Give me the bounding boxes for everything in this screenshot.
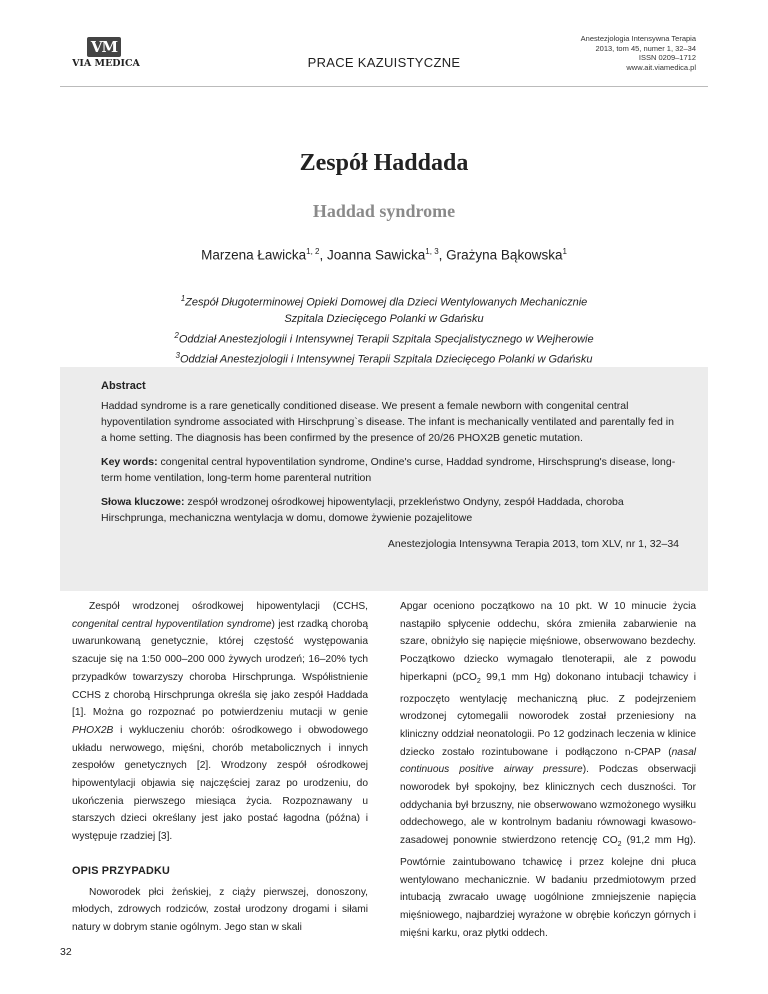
- affiliation-text: Szpitala Dziecięcego Polanki w Gdańsku: [284, 313, 484, 326]
- journal-line: www.ait.viamedica.pl: [626, 62, 696, 72]
- page-number: 32: [60, 946, 72, 958]
- abstract-text: Haddad syndrome is a rare genetically conditioned disease. We present a female newborn with congenital central hypoventilation syndrome associated with Hirschprung`s disease. The infant is mechanically ventilated and parentally fed in a home setting. The diagnosis has been confirmed by the presence of 20/26 PHOX2B genetic mutation.: [101, 400, 674, 444]
- text-run: Apgar oceniono początkowo na 10 pkt. W 10 minucie życia nastąpiło spłycenie oddechu, skóra zmieniła zabarwienie na szare, obniżyło się napięcie mięśniowe, obserwowano bezdechy. Początkowo dziecko wymagało tlenoterapii, ale z powodu hiperkapni (pCO: [400, 601, 696, 683]
- affiliation-line: [0, 348, 768, 368]
- affiliation-line: [0, 328, 768, 348]
- author-separator: ,: [438, 247, 447, 263]
- text-run: ) jest rzadką chorobą uwarunkowaną genetycznie, której częstość występowania szacuje się na 1:50 000–200 000 żywych urodzeń; 16–20% tych przypadków towarzyszy choroba Hirschprunga. Współistnienie CCHS z chorobą Hirschprunga określa się jako zespół Haddada [1]. Można go rozpoznać po potwierdzeniu mutacji w genie: [72, 618, 368, 719]
- affiliation-line: [0, 291, 768, 311]
- subscript: 2: [617, 841, 622, 849]
- text-run: (91,2 mm Hg). Powtórnie zaintubowano tchawicę i przez kolejne dni płuca wentylowano mechanicznie. W badaniu przedmiotowym przed intubacją zwracało uwagę uogólnione zmniejszenie napięcia mięśniowego, najbardziej wyrażone w obrębie kończyn górnych i mięśni karku, oraz płytki oddech.: [400, 835, 696, 939]
- affiliation-number: 2: [174, 330, 179, 340]
- text-run: ). Podczas obserwacji noworodek był spokojny, bez klinicznych cech duszności. Tor oddychania był brzuszny, nie obserwowano wzmożonego wysiłku oddechowego, ale w kontrolnym badaniu równowagi kwasowo-zasadowej ponownie stwierdzono retencję CO: [400, 764, 696, 847]
- author-affiliation-ref: 1, 2: [306, 247, 320, 256]
- author-list: [0, 247, 768, 263]
- affiliation-text: Zespół Długoterminowej Opieki Domowej dla Dzieci Wentylowanych Mechanicznie: [185, 296, 588, 309]
- journal-line: Anestezjologia Intensywna Terapia: [580, 34, 696, 43]
- author-name: Grażyna Bąkowska: [446, 247, 563, 263]
- journal-line: 2013, tom 45, numer 1, 32–34: [595, 43, 696, 53]
- gene-name: PHOX2B: [72, 724, 114, 736]
- article-subtitle: Haddad syndrome: [312, 201, 456, 221]
- text-run-italic: nasal continuous positive airway pressure: [400, 746, 696, 776]
- text-run: i wykluczeniu chorób: ośrodkowego i obwodowego układu nerwowego, mięśni, chorób metabolicznych i innych zespołów genetycznych [2]. Wrodzony zespół ośrodkowej hipowentylacji objawia się najczęściej zaraz po urodzeniu, do ukończenia pierwszego miesiąca życia. Rozpoznawany u starszych dzieci określany jest jako postać łagodna (późna) i występuje rzadziej [3].: [72, 724, 368, 843]
- author-affiliation-ref: 1, 3: [425, 247, 439, 256]
- keywords: [101, 454, 679, 486]
- article-title: Zespół Haddada: [299, 150, 469, 176]
- case-heading: OPIS PRZYPADKU: [72, 864, 170, 877]
- journal-info: [581, 34, 696, 72]
- affiliation-text: Oddział Anestezjologii i Intensywnej Terapii Szpitala Dziecięcego Polanki w Gdańsku: [179, 353, 593, 366]
- subscript: 2: [476, 677, 481, 685]
- author-separator: ,: [319, 247, 327, 263]
- case-paragraph: Noworodek płci żeńskiej, z ciąży pierwszej, donoszony, młodych, zdrowych rodziców, został urodzony drogami i siłami natury w dobrym stanie ogólnym. Jego stan w skali: [72, 886, 368, 933]
- case-paragraph-continued: [400, 598, 696, 942]
- citation: Anestezjologia Intensywna Terapia 2013, tom XLV, nr 1, 32–34: [387, 538, 679, 550]
- affiliation-number: 1: [180, 294, 186, 303]
- body-column-left: [72, 598, 368, 937]
- logo-text: VIA MEDICA: [72, 58, 140, 69]
- author-name: Joanna Sawicka: [326, 247, 426, 263]
- logo-mark: VM: [87, 37, 121, 57]
- intro-paragraph: [72, 598, 368, 846]
- affiliation-line: [0, 311, 768, 328]
- text-run: Zespół wrodzonej ośrodkowej hipowentylacji (CCHS,: [89, 601, 368, 612]
- keywords-polish-label: Słowa kluczowe:: [101, 496, 185, 508]
- header-divider: [60, 86, 708, 87]
- body-column-right: [400, 598, 696, 942]
- affiliation-number: 3: [175, 350, 180, 360]
- keywords-label: Key words:: [101, 456, 158, 468]
- affiliation-list: [0, 291, 768, 368]
- abstract-box: [60, 367, 708, 591]
- author-affiliation-ref: 1: [562, 247, 567, 256]
- section-label: PRACE KAZUISTYCZNE: [307, 55, 461, 70]
- keywords-polish-text: zespół wrodzonej ośrodkowej hipowentylacji, przekleństwo Ondyny, zespół Haddada, choroba Hirschprunga, mechaniczna wentylacja w domu, domowe żywienie pozajelitowe: [101, 496, 624, 524]
- text-run: 99,1 mm Hg) dokonano intubacji tchawicy i rozpoczęto wentylację mechaniczną płuc. Z podejrzeniem wrodzonej cytomegalii noworodek został przeniesiony na kliniczny oddział neonatologii. Po 12 godzinach leczenia w klinice dziecko zostało rozintubowane i podłączono n-CPAP (: [400, 671, 696, 758]
- author-name: Marzena Ławicka: [201, 247, 307, 263]
- keywords-text: congenital central hypoventilation syndrome, Ondine's curse, Haddad syndrome, Hirschsprung's disease, long-term home ventilation, long-term home parenteral nutrition: [101, 456, 676, 484]
- text-run-italic: congenital central hypoventilation syndrome: [72, 618, 272, 630]
- journal-line: ISSN 0209–1712: [638, 53, 696, 62]
- keywords-polish: [101, 494, 679, 526]
- affiliation-text: Oddział Anestezjologii i Intensywnej Terapii Szpitala Specjalistycznego w Wejherowie: [178, 333, 594, 346]
- abstract-heading: Abstract: [101, 380, 146, 392]
